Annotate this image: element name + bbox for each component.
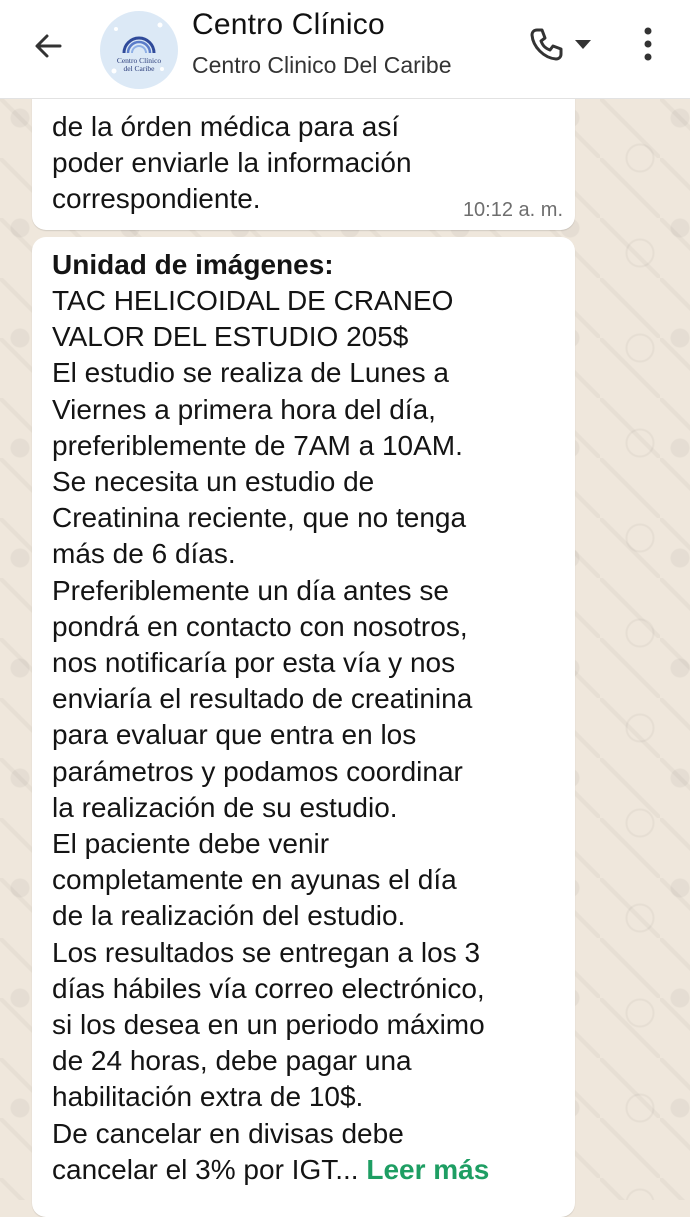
message-text: TAC HELICOIDAL DE CRANEO VALOR DEL ESTUDIO 205$ El estudio se realiza de Lunes a Viernes a primera hora del día, preferiblemente de 7AM a 10AM. Se necesita un estudio de Creatinina reciente, que no tenga más de 6 días. Preferiblemente un día antes se pondrá en contacto con nosotros, nos notificaría por esta vía y nos enviaría el resultado de creatinina para evaluar que entra en los parámetros y podamos coordinar la realización de su estudio. El paciente debe venir completamente en ayunas el día de la realización del estudio. Los resultados se entregan a los 3 días hábiles vía correo electrónico, si los desea en un periodo máximo de 24 horas, debe pagar una habilitación extra de 10$. De cancelar en divisas debe cancelar el 3% por IGT... bbox=[52, 285, 485, 1185]
more-options-button[interactable] bbox=[630, 22, 666, 70]
more-vertical-icon bbox=[643, 27, 653, 66]
message-body bbox=[52, 283, 567, 1188]
avatar[interactable] bbox=[100, 11, 178, 89]
dropdown-icon[interactable] bbox=[574, 37, 592, 55]
message-text: de la órden médica para así poder enviarle la información correspondiente. bbox=[52, 111, 412, 214]
back-arrow-icon bbox=[33, 31, 63, 66]
call-button[interactable] bbox=[526, 24, 610, 68]
message-timestamp: 10:12 a. m. bbox=[462, 199, 563, 221]
message-heading: Unidad de imágenes: bbox=[52, 249, 334, 280]
clinic-logo-icon bbox=[100, 11, 178, 89]
back-button[interactable] bbox=[26, 26, 70, 70]
contact-name[interactable]: Centro Clínico bbox=[192, 8, 385, 41]
chat-header bbox=[0, 0, 690, 99]
message-bubble[interactable] bbox=[32, 80, 575, 230]
avatar-logo-line2: del Caribe bbox=[123, 64, 155, 73]
contact-subtitle[interactable]: Centro Clinico Del Caribe bbox=[192, 52, 452, 78]
phone-icon bbox=[526, 24, 566, 69]
avatar-logo-line1: Centro Clínico bbox=[116, 56, 162, 65]
message-bubble[interactable] bbox=[32, 237, 575, 1217]
read-more-link[interactable]: Leer más bbox=[366, 1153, 490, 1185]
